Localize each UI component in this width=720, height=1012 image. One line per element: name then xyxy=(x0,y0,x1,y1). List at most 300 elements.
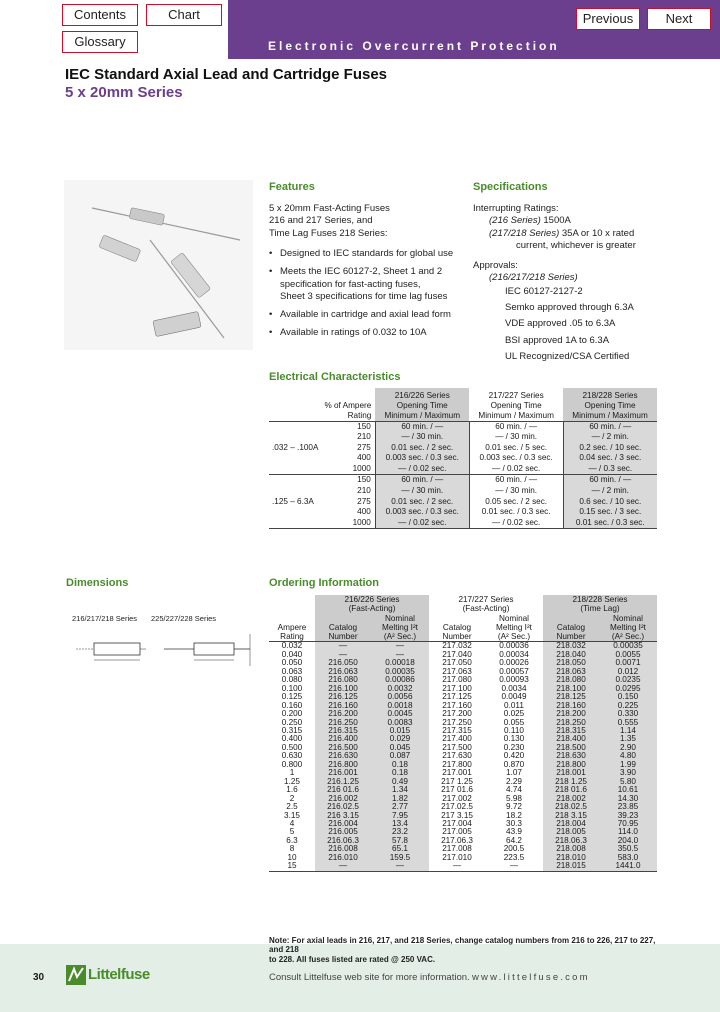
dimension-drawing xyxy=(70,626,260,676)
catalog-number-cell: 218 01.6 xyxy=(543,786,599,794)
feature-item: • Available in ratings of 0.032 to 10A xyxy=(269,327,453,339)
melting-i2t-header: Nominal Melting I²t (A² Sec.) xyxy=(496,613,532,642)
catalog-number-cell: 218.400 xyxy=(543,735,599,743)
catalog-number-cell: 217.040 xyxy=(442,649,472,659)
ampere-rating-cell: 1.25 xyxy=(284,776,300,786)
next-button[interactable]: Next xyxy=(647,8,711,30)
dimension-label-left: 216/217/218 Series xyxy=(72,614,138,623)
electrical-row xyxy=(269,497,657,508)
melting-i2t-cell: 0.00035 xyxy=(371,668,429,676)
specifications-body xyxy=(473,203,636,363)
melting-i2t-cell: 0.087 xyxy=(371,752,429,760)
melting-i2t-cell: 0.00086 xyxy=(371,676,429,684)
melting-i2t-cell: 23.85 xyxy=(599,803,657,811)
percent-rating-cell: 150 xyxy=(357,421,371,431)
catalog-number-cell: 217 01.6 xyxy=(441,785,473,795)
approvals-label: Approvals: xyxy=(473,260,518,272)
catalog-number-cell: 216.630 xyxy=(315,752,371,760)
percent-rating-cell: 210 xyxy=(357,486,371,496)
electrical-row xyxy=(269,421,657,432)
feature-item: • Meets the IEC 60127-2, Sheet 1 and 2 specification for fast-acting fuses, Sheet 3 specifications for time lag fuses xyxy=(269,266,453,303)
electrical-table-body xyxy=(269,421,657,529)
melting-i2t-cell: 0.045 xyxy=(371,744,429,752)
specifications-heading: Specifications xyxy=(473,181,548,193)
melting-i2t-cell: 65.1 xyxy=(371,845,429,853)
catalog-number-cell: 216.008 xyxy=(315,845,371,853)
melting-i2t-cell: 0.0032 xyxy=(371,685,429,693)
feature-item: • Available in cartridge and axial lead form xyxy=(269,309,453,321)
chart-button[interactable]: Chart xyxy=(146,4,222,26)
electrical-row xyxy=(269,486,657,497)
melting-i2t-cell: 1.35 xyxy=(599,735,657,743)
melting-i2t-cell: 350.5 xyxy=(599,845,657,853)
melting-i2t-cell: 200.5 xyxy=(503,844,525,854)
216-series-header: 216/226 Series Opening Time Minimum / Maximum xyxy=(375,388,469,421)
catalog-number-header: Catalog Number xyxy=(442,622,472,642)
216-series-header: 216/226 Series (Fast-Acting) xyxy=(315,595,429,614)
opening-time-cell: — / 0.3 sec. xyxy=(563,464,657,475)
melting-i2t-cell: 0.330 xyxy=(599,710,657,718)
ordering-table-body xyxy=(269,642,657,871)
ir-217-continuation: current, whichever is greater xyxy=(516,239,636,251)
interrupting-ratings-label: Interrupting Ratings: xyxy=(473,203,559,214)
catalog-number-cell: — xyxy=(315,651,371,659)
ordering-information-table xyxy=(269,595,657,872)
catalog-number-cell: 218.008 xyxy=(543,845,599,853)
ampere-range-cell xyxy=(269,453,321,464)
electrical-row xyxy=(269,432,657,443)
feature-item: • Designed to IEC standards for global use xyxy=(269,248,453,260)
percent-rating-cell: 150 xyxy=(357,475,371,485)
opening-time-cell: — / 0.02 sec. xyxy=(375,518,469,529)
opening-time-cell: — / 2 min. xyxy=(563,432,657,443)
melting-i2t-cell: 114.0 xyxy=(599,828,657,836)
melting-i2t-cell: 0.012 xyxy=(599,668,657,676)
melting-i2t-cell: 14.30 xyxy=(599,795,657,803)
catalog-number-cell: 217.630 xyxy=(442,751,472,761)
ampere-rating-cell: 0.080 xyxy=(281,675,303,685)
catalog-number-cell: — xyxy=(315,862,371,871)
melting-i2t-cell: 4.80 xyxy=(599,752,657,760)
page-title: IEC Standard Axial Lead and Cartridge Fuses xyxy=(65,66,388,83)
melting-i2t-cell: 2.29 xyxy=(506,776,522,786)
ordering-row xyxy=(269,854,657,862)
melting-i2t-cell: 0.0071 xyxy=(599,659,657,667)
217-series-header: 217/227 Series (Fast-Acting) xyxy=(458,595,514,614)
approval-item: BSI approved 1A to 6.3A xyxy=(505,334,610,346)
melting-i2t-cell: 2.90 xyxy=(599,744,657,752)
melting-i2t-cell: 1441.0 xyxy=(599,862,657,871)
catalog-number-cell: 218.010 xyxy=(543,854,599,862)
features-intro xyxy=(269,203,390,240)
catalog-number-cell: 217.500 xyxy=(442,742,472,752)
melting-i2t-cell: 0.110 xyxy=(504,726,524,736)
percent-rating-cell: 1000 xyxy=(352,463,371,473)
catalog-number-cell: 218.250 xyxy=(543,719,599,727)
catalog-number-cell: 216.800 xyxy=(315,761,371,769)
ampere-rating-cell: 0.125 xyxy=(281,692,303,702)
catalog-number-cell: 216.002 xyxy=(315,795,371,803)
catalog-number-cell: 216.500 xyxy=(315,744,371,752)
ampere-range-cell xyxy=(269,475,321,486)
melting-i2t-cell: 0.0018 xyxy=(371,702,429,710)
melting-i2t-cell: 30.3 xyxy=(506,819,522,828)
catalog-number-cell: 216.125 xyxy=(315,693,371,701)
opening-time-cell: — / 30 min. xyxy=(375,486,469,497)
blank-header xyxy=(269,595,315,614)
ampere-rating-cell: 0.630 xyxy=(281,751,303,761)
ampere-rating-cell: 0.040 xyxy=(281,649,303,659)
electrical-row xyxy=(269,464,657,475)
ampere-rating-cell: 0.500 xyxy=(281,742,303,752)
melting-i2t-cell: 13.4 xyxy=(371,820,429,828)
opening-time-cell: — / 30 min. xyxy=(469,432,563,443)
opening-time-cell: 0.01 sec. / 2 sec. xyxy=(375,497,469,508)
ampere-rating-cell: 2 xyxy=(289,793,295,803)
ampere-range-cell: .032 – .100A xyxy=(272,442,319,452)
opening-time-cell: 0.01 sec. / 2 sec. xyxy=(375,443,469,454)
melting-i2t-cell: 0.00093 xyxy=(499,675,529,685)
melting-i2t-header: Nominal Melting I²t (A² Sec.) xyxy=(599,614,657,642)
melting-i2t-cell: 0.225 xyxy=(599,702,657,710)
catalog-number-cell: 216.160 xyxy=(315,702,371,710)
catalog-number-cell: 217.100 xyxy=(442,683,472,693)
ampere-range-cell: .125 – 6.3A xyxy=(272,496,314,506)
ampere-rating-cell: 1 xyxy=(289,768,295,778)
opening-time-cell: 0.6 sec. / 10 sec. xyxy=(563,497,657,508)
catalog-number-cell: 218.125 xyxy=(543,693,599,701)
melting-i2t-cell: 0.0034 xyxy=(501,683,527,693)
catalog-number-cell: 216.005 xyxy=(315,828,371,836)
melting-i2t-cell: 57.8 xyxy=(371,837,429,845)
banner-title: Electronic Overcurrent Protection xyxy=(268,39,560,53)
melting-i2t-cell: 9.72 xyxy=(506,802,522,812)
melting-i2t-cell: 0.00035 xyxy=(599,642,657,651)
electrical-row xyxy=(269,507,657,518)
catalog-number-cell: 218 1.25 xyxy=(543,778,599,786)
opening-time-cell: — / 0.02 sec. xyxy=(375,464,469,475)
electrical-heading: Electrical Characteristics xyxy=(269,371,401,383)
217-series-header: 217/227 Series Opening Time Minimum / Maximum xyxy=(478,390,554,420)
catalog-number-cell: 216.02.5 xyxy=(315,803,371,811)
percent-rating-cell: 275 xyxy=(357,496,371,506)
melting-i2t-cell: 0.230 xyxy=(503,742,525,752)
melting-i2t-cell: 0.015 xyxy=(371,727,429,735)
catalog-number-cell: 218.630 xyxy=(543,752,599,760)
melting-i2t-cell: 1.34 xyxy=(371,786,429,794)
melting-i2t-cell: — xyxy=(371,651,429,659)
catalog-number-cell: 216 01.6 xyxy=(315,786,371,794)
catalog-number-cell: 217.004 xyxy=(442,819,472,828)
catalog-number-cell: 218.160 xyxy=(543,702,599,710)
opening-time-cell: 0.05 sec. / 2 sec. xyxy=(469,497,563,508)
ampere-range-cell xyxy=(269,507,321,518)
ordering-note: Note: For axial leads in 216, 217, and 218 Series, change catalog numbers from 216 to 226, 217 to 227, and 218 to 228. All fuses listed are rated @ 250 VAC. xyxy=(269,936,656,964)
melting-i2t-cell: — xyxy=(485,862,543,871)
melting-i2t-cell: 1.82 xyxy=(371,795,429,803)
catalog-number-cell: 218.080 xyxy=(543,676,599,684)
approval-item: IEC 60127-2127-2 xyxy=(505,285,583,297)
ir-217-line: (217/218 Series) 35A or 10 x rated xyxy=(489,227,635,239)
opening-time-cell: — / 0.02 sec. xyxy=(469,464,563,475)
catalog-number-cell: 216.001 xyxy=(315,769,371,777)
ampere-rating-cell: 15 xyxy=(269,862,315,871)
ampere-rating-cell: 5 xyxy=(289,827,295,837)
catalog-number-cell: 218.050 xyxy=(543,659,599,667)
catalog-number-cell: — xyxy=(315,642,371,651)
melting-i2t-cell: 0.0055 xyxy=(599,651,657,659)
melting-i2t-cell: 43.9 xyxy=(506,827,522,837)
melting-i2t-cell: — xyxy=(371,642,429,651)
ampere-rating-cell: 6.3 xyxy=(286,835,298,845)
melting-i2t-cell: 0.18 xyxy=(371,761,429,769)
catalog-number-cell: 217 3.15 xyxy=(441,810,473,820)
catalog-number-cell: 217.063 xyxy=(442,666,472,676)
melting-i2t-cell: 223.5 xyxy=(503,852,525,862)
opening-time-cell: 60 min. / — xyxy=(563,421,657,432)
catalog-number-cell: 218.800 xyxy=(543,761,599,769)
approvals-series: (216/217/218 Series) xyxy=(489,272,578,284)
page-subtitle: 5 x 20mm Series xyxy=(65,84,183,101)
opening-time-cell: 60 min. / — xyxy=(563,475,657,486)
percent-rating-cell: 1000 xyxy=(321,518,375,529)
ampere-rating-cell: 0.050 xyxy=(281,658,303,668)
melting-i2t-cell: 18.2 xyxy=(506,810,522,820)
melting-i2t-cell: 0.0056 xyxy=(371,693,429,701)
ampere-rating-cell: 1.6 xyxy=(286,785,298,795)
consult-text: Consult Littelfuse web site for more information. xyxy=(269,972,470,983)
electrical-row xyxy=(269,443,657,454)
opening-time-cell: 0.01 sec. / 0.3 sec. xyxy=(563,518,657,529)
melting-i2t-cell: 3.90 xyxy=(599,769,657,777)
catalog-number-cell: 218.02.5 xyxy=(543,803,599,811)
ampere-rating-cell: 0.063 xyxy=(281,666,303,676)
catalog-number-cell: 218.040 xyxy=(543,651,599,659)
melting-i2t-cell: 0.870 xyxy=(503,759,525,769)
electrical-row xyxy=(269,453,657,464)
opening-time-cell: 0.15 sec. / 3 sec. xyxy=(563,507,657,518)
features-intro-line: 5 x 20mm Fast-Acting Fuses xyxy=(269,203,390,214)
ampere-range-cell xyxy=(269,464,321,475)
ampere-range-cell xyxy=(269,518,321,529)
opening-time-cell: — / 0.02 sec. xyxy=(469,518,563,529)
catalog-number-cell: 218.032 xyxy=(543,642,599,651)
electrical-row xyxy=(269,518,657,529)
catalog-number-cell: 217.160 xyxy=(442,700,472,710)
melting-i2t-cell: 5.80 xyxy=(599,778,657,786)
ampere-rating-cell: 10 xyxy=(287,852,297,862)
catalog-number-cell: 216.400 xyxy=(315,735,371,743)
catalog-number-cell: 216.100 xyxy=(315,685,371,693)
catalog-number-cell: 217.200 xyxy=(442,709,472,719)
melting-i2t-cell: 0.00026 xyxy=(499,658,529,668)
features-list xyxy=(269,248,453,346)
features-intro-line: Time Lag Fuses 218 Series: xyxy=(269,227,388,239)
ampere-rating-cell: 0.100 xyxy=(281,683,303,693)
catalog-number-cell: 218.200 xyxy=(543,710,599,718)
opening-time-cell: 60 min. / — xyxy=(375,475,469,486)
melting-i2t-cell: 4.74 xyxy=(506,785,522,795)
melting-i2t-cell: — xyxy=(371,862,429,871)
electrical-characteristics-table xyxy=(269,388,657,529)
melting-i2t-cell: 23.2 xyxy=(371,828,429,836)
melting-i2t-cell: 39.23 xyxy=(599,812,657,820)
melting-i2t-cell: 0.0083 xyxy=(371,719,429,727)
melting-i2t-cell: 0.150 xyxy=(599,693,657,701)
catalog-number-cell: 217.010 xyxy=(442,852,472,862)
ordering-heading: Ordering Information xyxy=(269,577,379,589)
catalog-number-cell: 218 3.15 xyxy=(543,812,599,820)
opening-time-cell: 0.003 sec. / 0.3 sec. xyxy=(375,507,469,518)
melting-i2t-cell: 0.029 xyxy=(371,735,429,743)
catalog-number-cell: 217.125 xyxy=(442,692,472,702)
catalog-number-cell: 217.800 xyxy=(442,759,472,769)
ampere-rating-cell: 8 xyxy=(289,844,295,854)
catalog-number-cell: 217 1.25 xyxy=(441,776,473,786)
melting-i2t-cell: 7.95 xyxy=(371,812,429,820)
opening-time-cell: 0.01 sec. / 5 sec. xyxy=(469,443,563,454)
melting-i2t-cell: 0.00018 xyxy=(371,659,429,667)
ampere-rating-cell: 0.032 xyxy=(269,642,315,651)
catalog-number-cell: 217.008 xyxy=(442,844,472,854)
catalog-number-cell: 217.005 xyxy=(442,827,472,837)
approval-item: VDE approved .05 to 6.3A xyxy=(505,318,616,330)
melting-i2t-cell: 0.00034 xyxy=(499,649,529,659)
catalog-number-cell: 217.02.5 xyxy=(441,802,473,812)
catalog-number-cell: 218.002 xyxy=(543,795,599,803)
opening-time-cell: 60 min. / — xyxy=(375,421,469,432)
melting-i2t-cell: 5.98 xyxy=(506,793,522,803)
catalog-number-cell: 218.015 xyxy=(543,862,599,871)
melting-i2t-cell: 0.00057 xyxy=(499,666,529,676)
catalog-number-header: Catalog Number xyxy=(315,614,371,642)
catalog-number-cell: 216.063 xyxy=(315,668,371,676)
melting-i2t-cell: 0.0049 xyxy=(501,692,527,702)
ordering-row xyxy=(269,862,657,871)
melting-i2t-cell: 1.99 xyxy=(599,761,657,769)
ampere-rating-cell: 4 xyxy=(289,819,295,828)
catalog-number-cell: 216 3.15 xyxy=(315,812,371,820)
catalog-number-header: Catalog Number xyxy=(543,614,599,642)
ampere-range-cell xyxy=(269,432,321,443)
percent-rating-cell: 400 xyxy=(357,453,371,463)
website-link[interactable]: www.littelfuse.com xyxy=(472,972,590,983)
features-heading: Features xyxy=(269,181,315,193)
catalog-number-cell: 218.063 xyxy=(543,668,599,676)
fuse-product-photo xyxy=(64,180,253,350)
catalog-number-cell: 218.500 xyxy=(543,744,599,752)
opening-time-cell: 0.01 sec. / 0.3 sec. xyxy=(469,507,563,518)
electrical-row xyxy=(269,475,657,486)
littelfuse-logo[interactable] xyxy=(66,965,176,987)
melting-i2t-cell: 204.0 xyxy=(599,837,657,845)
melting-i2t-cell: 64.2 xyxy=(506,835,522,845)
catalog-number-cell: 217.06.3 xyxy=(441,835,473,845)
melting-i2t-cell: 70.95 xyxy=(599,820,657,828)
melting-i2t-cell: 1.07 xyxy=(506,768,522,778)
opening-time-cell: 0.003 sec. / 0.3 sec. xyxy=(469,453,563,464)
ir-216-line: (216 Series) 1500A xyxy=(489,215,571,227)
catalog-number-cell: 218.005 xyxy=(543,828,599,836)
percent-rating-cell: 210 xyxy=(357,432,371,442)
catalog-number-cell: 217.400 xyxy=(442,734,472,744)
catalog-number-cell: 217.080 xyxy=(442,675,472,685)
catalog-number-cell: 218.315 xyxy=(543,727,599,735)
catalog-number-cell: 217.050 xyxy=(442,658,472,668)
218-series-header: 218/228 Series Opening Time Minimum / Maximum xyxy=(563,388,657,421)
opening-time-cell: — / 2 min. xyxy=(563,486,657,497)
ampere-rating-cell: 0.250 xyxy=(281,717,303,727)
catalog-number-cell: 216.050 xyxy=(315,659,371,667)
melting-i2t-cell: 0.055 xyxy=(503,717,525,727)
ampere-rating-cell: 3.15 xyxy=(284,810,300,820)
catalog-number-cell: 216.1.25 xyxy=(315,778,371,786)
ampere-rating-cell: 0.160 xyxy=(281,700,303,710)
catalog-number-cell: 217.032 xyxy=(429,642,485,651)
catalog-number-cell: 218.100 xyxy=(543,685,599,693)
melting-i2t-cell: 0.0045 xyxy=(371,710,429,718)
catalog-number-cell: — xyxy=(429,862,485,871)
ampere-rating-cell: 0.800 xyxy=(281,759,303,769)
melting-i2t-cell: 583.0 xyxy=(599,854,657,862)
catalog-number-cell: 218.06.3 xyxy=(543,837,599,845)
catalog-number-cell: 217.250 xyxy=(442,717,472,727)
dimensions-heading: Dimensions xyxy=(66,577,129,589)
percent-rating-cell: 275 xyxy=(357,442,371,452)
percent-rating-cell: 400 xyxy=(357,507,371,517)
melting-i2t-cell: 0.130 xyxy=(503,734,525,744)
catalog-number-cell: 217.002 xyxy=(442,793,472,803)
features-intro-line: 216 and 217 Series, and xyxy=(269,215,373,227)
pct-header: % of Ampere Rating xyxy=(324,400,372,420)
ampere-range-cell xyxy=(269,486,321,497)
page-number: 30 xyxy=(33,972,45,983)
melting-i2t-header: Nominal Melting I²t (A² Sec.) xyxy=(371,614,429,642)
catalog-number-cell: 216.250 xyxy=(315,719,371,727)
melting-i2t-cell: 2.77 xyxy=(371,803,429,811)
ampere-rating-cell: 2.5 xyxy=(286,802,298,812)
catalog-number-cell: 216.315 xyxy=(315,727,371,735)
opening-time-cell: 60 min. / — xyxy=(469,421,563,432)
opening-time-cell: — / 30 min. xyxy=(375,432,469,443)
contents-button[interactable]: Contents xyxy=(62,4,138,26)
range-header xyxy=(269,388,321,421)
218-series-header: 218/228 Series (Time Lag) xyxy=(543,595,657,614)
opening-time-cell: 60 min. / — xyxy=(469,475,563,486)
catalog-number-cell: 217.315 xyxy=(442,726,472,736)
melting-i2t-cell: 0.0235 xyxy=(599,676,657,684)
melting-i2t-cell: 0.555 xyxy=(599,719,657,727)
opening-time-cell: 0.003 sec. / 0.3 sec. xyxy=(375,453,469,464)
opening-time-cell: 0.04 sec. / 3 sec. xyxy=(563,453,657,464)
melting-i2t-cell: 0.025 xyxy=(503,709,525,719)
catalog-number-cell: 218.004 xyxy=(543,820,599,828)
melting-i2t-cell: 0.18 xyxy=(371,769,429,777)
melting-i2t-cell: 10.61 xyxy=(599,786,657,794)
approval-item: Semko approved through 6.3A xyxy=(505,302,634,314)
opening-time-cell: — / 30 min. xyxy=(469,486,563,497)
catalog-number-cell: 216.200 xyxy=(315,710,371,718)
dimension-label-right: 225/227/228 Series xyxy=(151,614,217,623)
previous-button[interactable]: Previous xyxy=(576,8,640,30)
melting-i2t-cell: 0.00036 xyxy=(485,642,543,651)
catalog-number-cell: 216.010 xyxy=(315,854,371,862)
melting-i2t-cell: 0.0295 xyxy=(599,685,657,693)
melting-i2t-cell: 0.49 xyxy=(371,778,429,786)
glossary-button[interactable]: Glossary xyxy=(62,31,138,53)
catalog-number-cell: 217.001 xyxy=(442,768,472,778)
catalog-number-cell: 216.004 xyxy=(315,820,371,828)
